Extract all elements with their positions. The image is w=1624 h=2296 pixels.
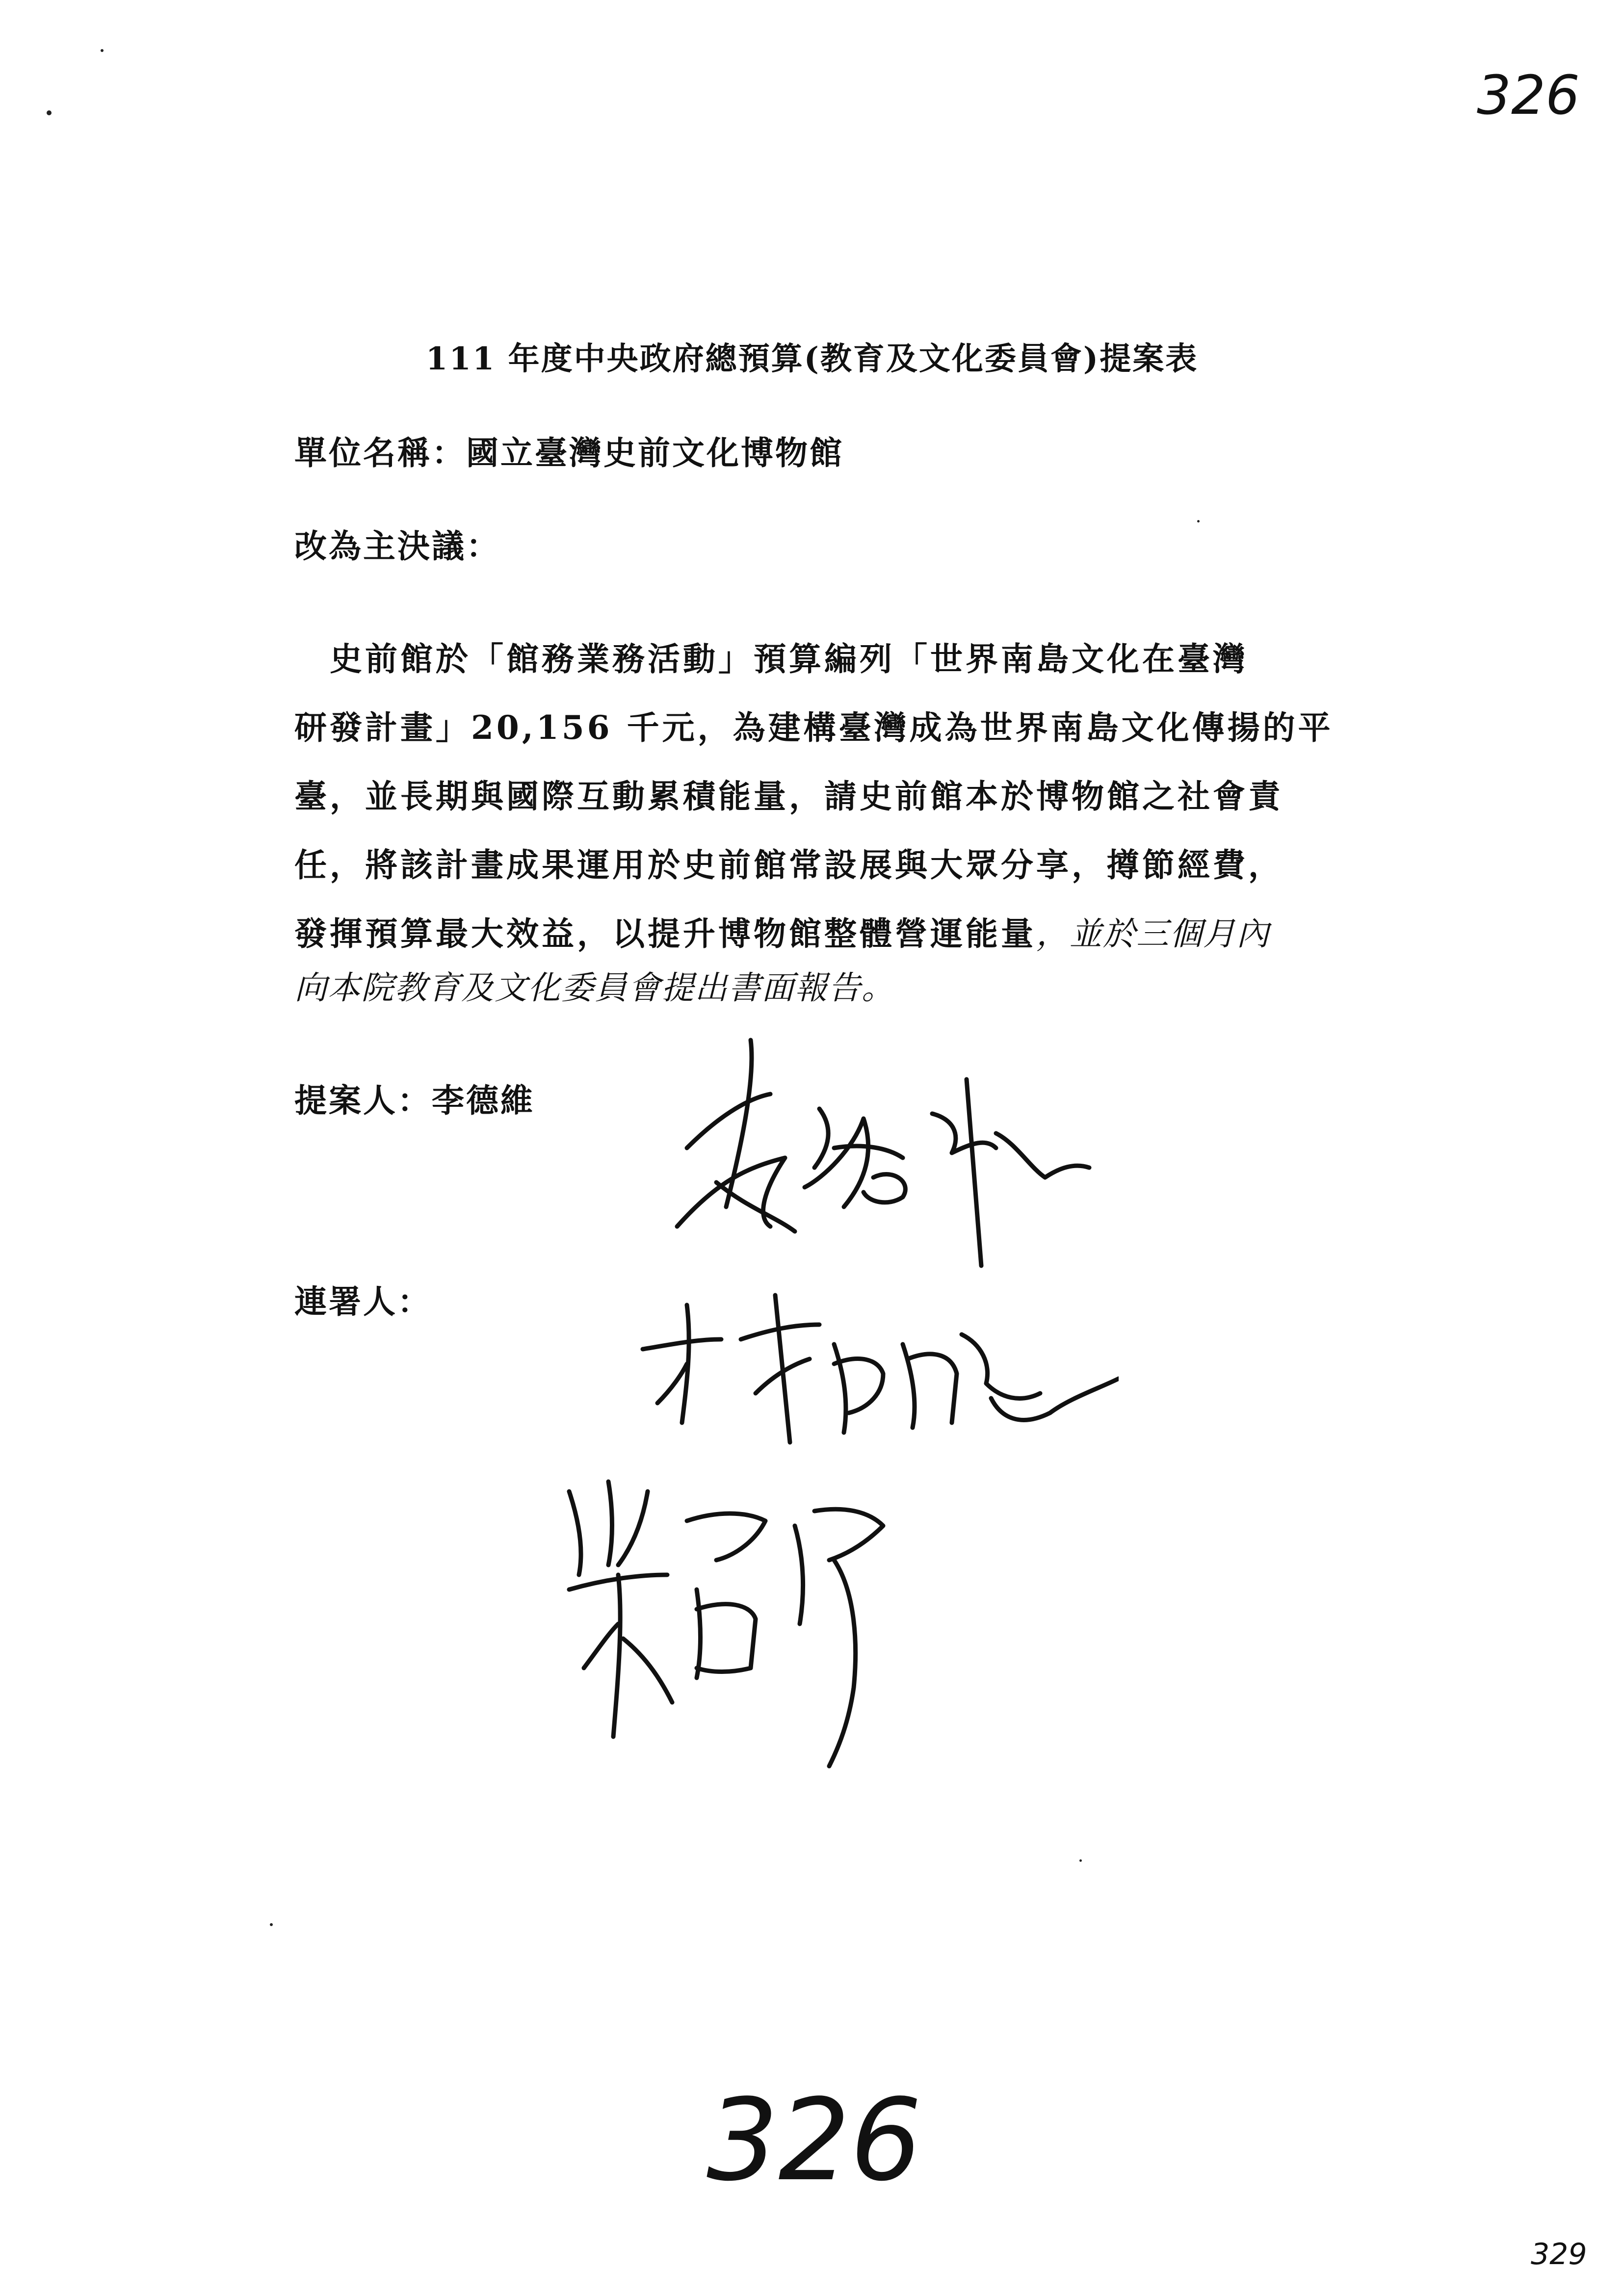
body-line-1: 史前館於「館務業務活動」預算編列「世界南島文化在臺灣 — [294, 640, 1248, 678]
handwritten-addition-1: ，並於三個月內 — [1036, 915, 1270, 953]
proposer-label: 提案人： — [294, 1081, 432, 1120]
cosigner-signature-1 — [628, 1276, 1119, 1462]
scan-speck — [47, 110, 52, 115]
page-number-bottom: 326 — [707, 2075, 922, 2206]
scan-speck — [1079, 1859, 1082, 1862]
body-line-3: 臺，並長期與國際互動累積能量，請史前館本於博物館之社會責 — [294, 777, 1283, 815]
cosigner-label: 連署人： — [294, 1282, 432, 1321]
proposer-name: 李德維 — [432, 1081, 535, 1120]
unit-label: 單位名稱： — [294, 434, 466, 472]
scan-speck — [101, 49, 104, 52]
body-line-2: 研發計畫」20,156 千元，為建構臺灣成為世界南島文化傳揚的平 — [294, 708, 1334, 747]
decision-heading: 改為主決議： — [294, 527, 500, 565]
scan-speck — [1197, 520, 1200, 522]
unit-row — [294, 427, 844, 473]
scan-speck — [270, 1923, 273, 1926]
proposer-signature — [657, 1020, 1099, 1276]
document-title: 111 年度中央政府總預算(教育及文化委員會)提案表 — [425, 340, 1199, 377]
page-number-top: 326 — [1477, 64, 1580, 127]
body-line-5 — [294, 908, 1270, 954]
body-line-4: 任，將該計畫成果運用於史前館常設展與大眾分享，撙節經費， — [294, 846, 1283, 884]
cosigner-signature-2 — [540, 1462, 932, 1776]
page-number-corner: 329 — [1531, 2237, 1587, 2271]
handwritten-addition-2: 向本院教育及文化委員會提出書面報告。 — [294, 969, 895, 1007]
body-line-5-text: 發揮預算最大效益，以提升博物館整體營運能量 — [294, 914, 1036, 953]
proposer-row — [294, 1074, 535, 1121]
unit-value: 國立臺灣史前文化博物館 — [466, 434, 844, 472]
